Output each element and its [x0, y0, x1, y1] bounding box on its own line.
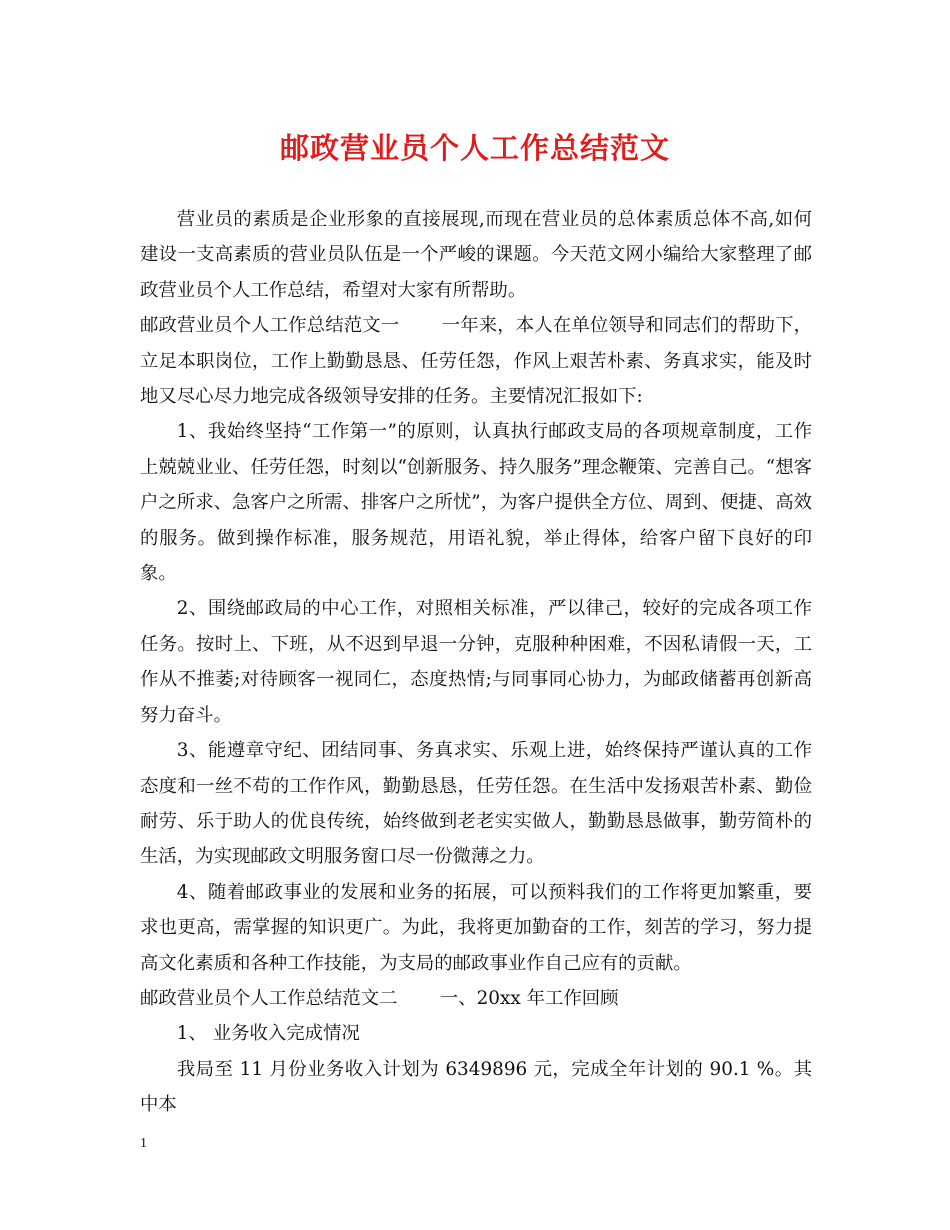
revenue-item-heading: 1、 业务收入完成情况 [176, 1023, 360, 1045]
section-two-heading: 邮政营业员个人工作总结范文二 [140, 987, 398, 1009]
intro-paragraph: 营业员的素质是企业形象的直接展现,而现在营业员的总体素质总体不高,如何建设一支高素质的营业员队伍是一个严峻的课题。今天范文网小编给大家整理了邮政营业员个人工作总结，希望对大家有所帮助。 [140, 209, 812, 301]
document-title: 邮政营业员个人工作总结范文 [279, 131, 670, 165]
section-one-lead: 一年来，本人在单位领导和同志们的帮助下，立足本职岗位，工作上勤勤恳恳、任劳任怨，作风上艰苦朴素、务真求实，能及时地又尽心尽力地完成各级领导安排的任务。主要情况汇报如下: [140, 315, 812, 408]
section-two-lead: 一、20xx 年工作回顾 [439, 987, 619, 1009]
page-number: 1 [140, 1136, 147, 1151]
numbered-paragraph-2: 2、围绕邮政局的中心工作，对照相关标准，严以律己，较好的完成各项工作任务。按时上、下班，从不迟到早退一分钟，克服种种困难，不因私请假一天，工作从不推萎;对待顾客一视同仁，态度热情;与同事同心协力，为邮政储蓄再创新高努力奋斗。 [140, 598, 812, 726]
document-body [140, 202, 812, 1123]
section-two-paragraph [140, 981, 812, 1016]
numbered-paragraph-1: 1、我始终坚持“工作第一”的原则，认真执行邮政支局的各项规章制度，工作上兢兢业业、任劳任怨，时刻以“创新服务、持久服务”理念鞭策、完善自己。“想客户之所求、急客户之所需、排客户之所忧”，为客户提供全方位、周到、便捷、高效的服务。做到操作标准，服务规范，用语礼貌，举止得体，给客户留下良好的印象。 [140, 421, 812, 585]
section-one-paragraph [140, 308, 812, 414]
numbered-paragraph-3: 3、能遵章守纪、团结同事、务真求实、乐观上进，始终保持严谨认真的工作态度和一丝不苟的工作作风，勤勤恳恳，任劳任怨。在生活中发扬艰苦朴素、勤俭耐劳、乐于助人的优良传统，始终做到老老实实做人，勤勤恳恳做事，勤劳简朴的生活，为实现邮政文明服务窗口尽一份微薄之力。 [140, 740, 812, 868]
revenue-item-text: 我局至 11 月份业务收入计划为 6349896 元，完成全年计划的 90.1 %。其中本 [140, 1058, 812, 1116]
section-one-heading: 邮政营业员个人工作总结范文一 [140, 315, 400, 337]
numbered-paragraph-4: 4、随着邮政事业的发展和业务的拓展，可以预料我们的工作将更加繁重，要求也更高，需掌握的知识更广。为此，我将更加勤奋的工作，刻苦的学习，努力提高文化素质和各种工作技能，为支局的邮政事业作自己应有的贡献。 [140, 881, 812, 974]
